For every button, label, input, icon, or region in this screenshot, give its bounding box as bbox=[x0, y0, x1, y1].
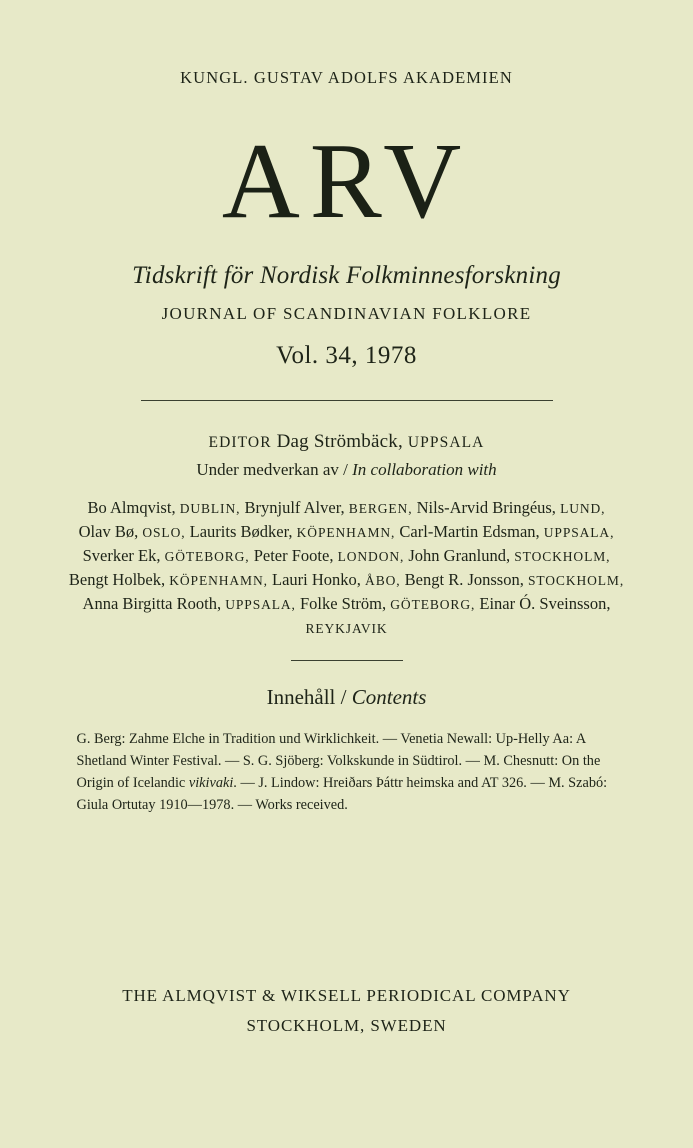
board-member-city: KÖPENHAMN, bbox=[296, 524, 396, 540]
board-member-name: Peter Foote, bbox=[253, 545, 334, 565]
board-member-city: REYKJAVIK bbox=[305, 620, 388, 636]
board-row bbox=[60, 544, 633, 568]
divider-rule-top bbox=[141, 400, 553, 401]
board-row bbox=[60, 592, 633, 640]
board-row bbox=[60, 520, 633, 544]
board-member-city: BERGEN, bbox=[348, 501, 413, 516]
contents-text-part2: . — J. Lindow: Hreiðars Þáttr heimska and AT 326. — M. Szabó: Giula Ortutay 1910—1978. — Works received. bbox=[76, 774, 608, 813]
board-member-city: STOCKHOLM, bbox=[514, 548, 611, 564]
volume-number: Vol. 34, 1978 bbox=[276, 342, 417, 369]
board-member-name: Anna Birgitta Rooth, bbox=[82, 593, 222, 613]
board-member-city: DUBLIN, bbox=[179, 501, 241, 516]
editorial-board-list bbox=[60, 496, 633, 640]
publisher-block bbox=[0, 986, 693, 1036]
editor-name: Dag Strömbäck, bbox=[276, 431, 403, 452]
collaboration-separator: / bbox=[343, 460, 348, 479]
board-member-name: Sverker Ek, bbox=[82, 545, 161, 565]
board-member-city: UPPSALA, bbox=[543, 524, 615, 540]
contents-heading-separator: / bbox=[340, 684, 347, 709]
board-member-city: LONDON, bbox=[337, 548, 405, 564]
editor-line bbox=[60, 431, 633, 453]
board-member-name: Nils-Arvid Bringéus, bbox=[416, 498, 556, 517]
board-member-name: Bengt R. Jonsson, bbox=[404, 569, 524, 589]
academy-name: KUNGL. GUSTAV ADOLFS AKADEMIEN bbox=[180, 68, 513, 87]
collaboration-line bbox=[60, 460, 633, 480]
board-member-name: Laurits Bødker, bbox=[189, 521, 293, 541]
journal-subtitle-english: JOURNAL OF SCANDINAVIAN FOLKLORE bbox=[161, 304, 532, 323]
board-member-name: Olav Bø, bbox=[78, 521, 139, 541]
board-member-name: Lauri Honko, bbox=[272, 569, 361, 589]
contents-heading-english: Contents bbox=[351, 684, 427, 709]
contents-heading bbox=[60, 685, 633, 710]
board-member-city: LUND, bbox=[560, 501, 606, 516]
collaboration-swedish: Under medverkan av bbox=[196, 460, 339, 479]
board-member-city: OSLO, bbox=[142, 524, 186, 540]
board-member-city: GÖTEBORG, bbox=[164, 548, 250, 564]
contents-text bbox=[77, 728, 617, 817]
board-member-city: ÅBO, bbox=[365, 572, 401, 588]
journal-cover-page bbox=[0, 68, 693, 1148]
board-row bbox=[60, 496, 633, 520]
contents-text-italic-term: vikivaki bbox=[188, 774, 234, 791]
publisher-location: STOCKHOLM, SWEDEN bbox=[246, 1016, 447, 1035]
divider-rule-contents bbox=[291, 660, 403, 661]
contents-heading-swedish: Innehåll bbox=[266, 684, 336, 709]
board-member-name: Brynjulf Alver, bbox=[244, 498, 345, 517]
board-member-name: Bengt Holbek, bbox=[68, 569, 166, 589]
journal-subtitle-swedish: Tidskrift för Nordisk Folkminnesforskning bbox=[132, 262, 561, 289]
board-member-city: STOCKHOLM, bbox=[527, 572, 625, 588]
board-row bbox=[60, 568, 633, 592]
editor-label: EDITOR bbox=[208, 434, 272, 451]
contents-text-part1: G. Berg: Zahme Elche in Tradition und Wirklichkeit. — Venetia Newall: Up-Helly Aa: A Shetland Winter Festival. — S. G. Sjöberg: Volkskunde in Südtirol. — M. Chesnutt: On the Origin of Icelandic bbox=[76, 730, 601, 791]
board-member-name: Einar Ó. Sveinsson, bbox=[479, 593, 611, 613]
editor-city: UPPSALA bbox=[407, 434, 485, 451]
board-member-city: GÖTEBORG, bbox=[390, 596, 476, 612]
journal-logo: ARV bbox=[221, 122, 472, 241]
collaboration-english: In collaboration with bbox=[352, 460, 497, 479]
board-member-name: Carl-Martin Edsman, bbox=[399, 521, 540, 541]
publisher-name: THE ALMQVIST & WIKSELL PERIODICAL COMPANY bbox=[122, 986, 571, 1005]
board-member-name: Folke Ström, bbox=[299, 593, 387, 613]
board-member-name: Bo Almqvist, bbox=[87, 498, 176, 517]
board-member-name: John Granlund, bbox=[408, 545, 511, 565]
board-member-city: KÖPENHAMN, bbox=[169, 572, 268, 588]
board-member-city: UPPSALA, bbox=[225, 596, 296, 612]
